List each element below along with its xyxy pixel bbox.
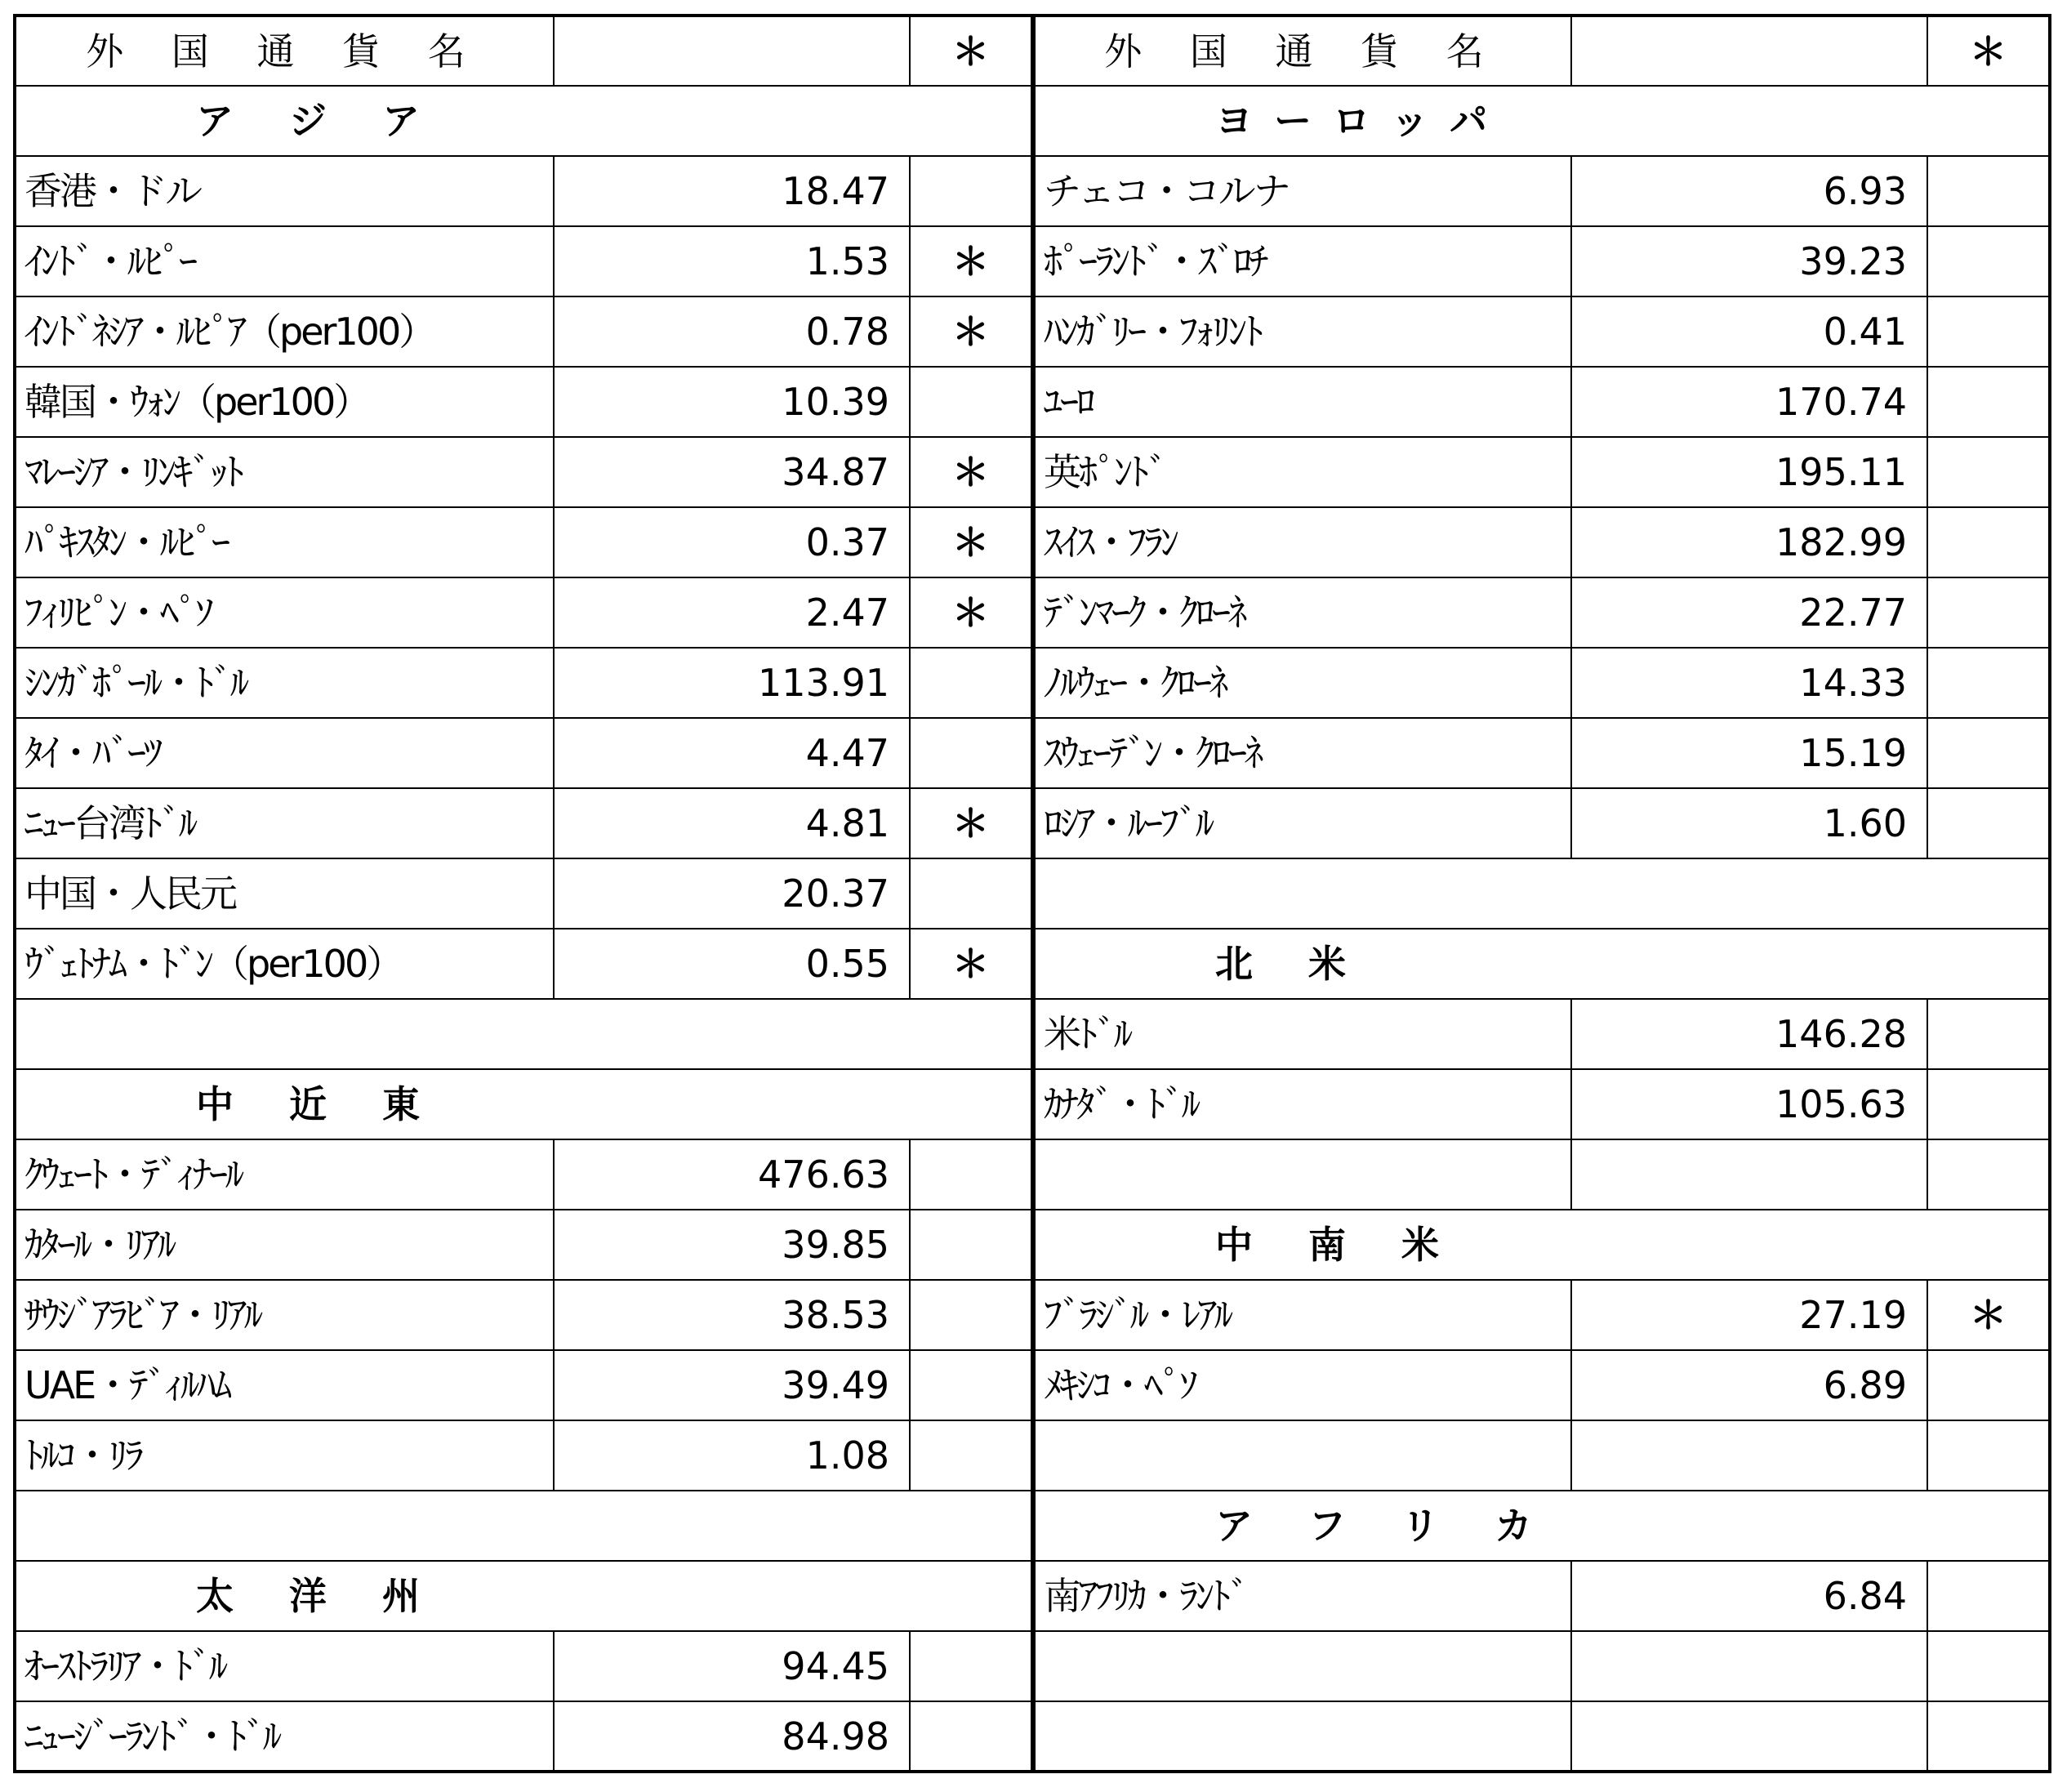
currency-name: ｸｳｪｰﾄ・ﾃﾞｨﾅｰﾙ	[15, 1139, 554, 1210]
exchange-rate: 22.77	[1571, 577, 1927, 648]
currency-row	[15, 929, 1032, 999]
asterisk-mark	[910, 1350, 1032, 1420]
currency-row	[1034, 577, 2050, 648]
currency-row	[15, 1420, 1032, 1491]
currency-row	[1034, 507, 2050, 577]
left-currency-table	[13, 14, 1034, 1773]
currency-row	[1034, 296, 2050, 367]
asterisk-mark: ＊	[1927, 1280, 2050, 1350]
empty-rate-cell	[1571, 1631, 1927, 1701]
exchange-rate: 39.85	[554, 1210, 910, 1280]
currency-name: ｶﾅﾀﾞ・ﾄﾞﾙ	[1034, 1069, 1571, 1139]
exchange-rate: 4.81	[554, 788, 910, 858]
empty-row	[1034, 1631, 2050, 1701]
currency-row	[15, 1631, 1032, 1701]
asterisk-mark	[1927, 999, 2050, 1069]
region-heading: ア フ リ カ	[1034, 1491, 2050, 1561]
empty-rate-cell	[1571, 1139, 1927, 1210]
header-rate	[1571, 16, 1927, 86]
currency-name: 米ﾄﾞﾙ	[1034, 999, 1571, 1069]
currency-name: ｻｳｼﾞｱﾗﾋﾞｱ・ﾘｱﾙ	[15, 1280, 554, 1350]
region-row	[1034, 1491, 2050, 1561]
exchange-rate: 146.28	[1571, 999, 1927, 1069]
currency-name: ﾊﾟｷｽﾀﾝ・ﾙﾋﾟｰ	[15, 507, 554, 577]
asterisk-mark	[910, 1280, 1032, 1350]
exchange-rate: 1.08	[554, 1420, 910, 1491]
currency-name: ﾒｷｼｺ・ﾍﾟｿ	[1034, 1350, 1571, 1420]
asterisk-mark	[1927, 1069, 2050, 1139]
right-currency-table	[1032, 14, 2051, 1773]
currency-row	[1034, 156, 2050, 226]
table-header-row	[1034, 16, 2050, 86]
exchange-rate: 6.84	[1571, 1561, 1927, 1631]
currency-row	[1034, 226, 2050, 296]
currency-name: UAE・ﾃﾞｨﾙﾊﾑ	[15, 1350, 554, 1420]
currency-name: ﾎﾟｰﾗﾝﾄﾞ・ｽﾞﾛﾁ	[1034, 226, 1571, 296]
currency-row	[15, 437, 1032, 507]
currency-row	[15, 1701, 1032, 1772]
asterisk-mark	[910, 1210, 1032, 1280]
asterisk-mark	[910, 718, 1032, 788]
asterisk-mark	[1927, 1561, 2050, 1631]
currency-row	[1034, 718, 2050, 788]
exchange-rate: 34.87	[554, 437, 910, 507]
currency-name: ﾏﾚｰｼｱ・ﾘﾝｷﾞｯﾄ	[15, 437, 554, 507]
currency-name: ﾄﾙｺ・ﾘﾗ	[15, 1420, 554, 1491]
currency-row	[15, 718, 1032, 788]
asterisk-mark	[910, 648, 1032, 718]
asterisk-mark	[1927, 648, 2050, 718]
currency-row	[15, 1350, 1032, 1420]
asterisk-mark	[1927, 1350, 2050, 1420]
exchange-rate: 1.53	[554, 226, 910, 296]
currency-row	[15, 858, 1032, 929]
currency-name: ﾉﾙｳｪｰ・ｸﾛｰﾈ	[1034, 648, 1571, 718]
currency-name: ｵｰｽﾄﾗﾘｱ・ﾄﾞﾙ	[15, 1631, 554, 1701]
exchange-rate: 15.19	[1571, 718, 1927, 788]
currency-name: 英ﾎﾟﾝﾄﾞ	[1034, 437, 1571, 507]
currency-name: ﾕｰﾛ	[1034, 367, 1571, 437]
exchange-rate: 6.89	[1571, 1350, 1927, 1420]
region-row	[15, 1069, 1032, 1139]
asterisk-mark	[1927, 577, 2050, 648]
empty-name-cell	[1034, 1420, 1571, 1491]
currency-row	[15, 1280, 1032, 1350]
exchange-rate: 170.74	[1571, 367, 1927, 437]
spacer-cell	[1034, 858, 2050, 929]
empty-rate-cell	[1571, 1420, 1927, 1491]
currency-name: ｶﾀｰﾙ・ﾘｱﾙ	[15, 1210, 554, 1280]
exchange-rate: 2.47	[554, 577, 910, 648]
exchange-rate: 113.91	[554, 648, 910, 718]
region-heading: 中 近 東	[15, 1069, 1032, 1139]
currency-row	[1034, 999, 2050, 1069]
currency-row	[15, 648, 1032, 718]
region-row	[1034, 929, 2050, 999]
exchange-rate: 84.98	[554, 1701, 910, 1772]
exchange-rate: 0.55	[554, 929, 910, 999]
currency-name: ﾃﾞﾝﾏｰｸ・ｸﾛｰﾈ	[1034, 577, 1571, 648]
region-heading: ヨーロッパ	[1034, 86, 2050, 156]
currency-row	[1034, 1350, 2050, 1420]
asterisk-mark	[910, 858, 1032, 929]
exchange-rate: 18.47	[554, 156, 910, 226]
region-row	[15, 1561, 1032, 1631]
exchange-rate: 38.53	[554, 1280, 910, 1350]
asterisk-mark: ＊	[910, 507, 1032, 577]
empty-mark-cell	[1927, 1701, 2050, 1772]
asterisk-mark	[1927, 788, 2050, 858]
currency-name: チェコ・コルナ	[1034, 156, 1571, 226]
asterisk-mark	[1927, 437, 2050, 507]
currency-row	[15, 226, 1032, 296]
currency-name: ﾛｼｱ・ﾙｰﾌﾞﾙ	[1034, 788, 1571, 858]
region-heading: 北 米	[1034, 929, 2050, 999]
empty-mark-cell	[1927, 1631, 2050, 1701]
exchange-rate: 20.37	[554, 858, 910, 929]
spacer-row	[1034, 858, 2050, 929]
currency-row	[1034, 367, 2050, 437]
asterisk-mark	[910, 367, 1032, 437]
currency-row	[15, 1210, 1032, 1280]
empty-row	[1034, 1701, 2050, 1772]
currency-row	[15, 577, 1032, 648]
exchange-rate: 10.39	[554, 367, 910, 437]
asterisk-mark	[1927, 226, 2050, 296]
empty-rate-cell	[1571, 1701, 1927, 1772]
currency-row	[1034, 1069, 2050, 1139]
currency-name: ｲﾝﾄﾞ・ﾙﾋﾟｰ	[15, 226, 554, 296]
currency-row	[1034, 788, 2050, 858]
currency-name: ﾀｲ・ﾊﾞｰﾂ	[15, 718, 554, 788]
spacer-row	[15, 999, 1032, 1069]
exchange-rate: 0.78	[554, 296, 910, 367]
exchange-rate: 1.60	[1571, 788, 1927, 858]
header-currency-name: 外 国 通 貨 名	[1034, 16, 1571, 86]
empty-name-cell	[1034, 1701, 1571, 1772]
currency-name: 韓国・ｳｫﾝ（per100）	[15, 367, 554, 437]
empty-mark-cell	[1927, 1420, 2050, 1491]
currency-row	[15, 1139, 1032, 1210]
region-heading: ア ジ ア	[15, 86, 1032, 156]
currency-name: 南ｱﾌﾘｶ・ﾗﾝﾄﾞ	[1034, 1561, 1571, 1631]
region-heading: 中 南 米	[1034, 1210, 2050, 1280]
asterisk-mark	[910, 156, 1032, 226]
currency-row	[1034, 648, 2050, 718]
currency-name: ｽｲｽ・ﾌﾗﾝ	[1034, 507, 1571, 577]
asterisk-mark: ＊	[910, 226, 1032, 296]
currency-row	[15, 788, 1032, 858]
currency-name: ｼﾝｶﾞﾎﾟｰﾙ・ﾄﾞﾙ	[15, 648, 554, 718]
asterisk-mark: ＊	[910, 929, 1032, 999]
currency-name: ﾌﾞﾗｼﾞﾙ・ﾚｱﾙ	[1034, 1280, 1571, 1350]
exchange-rate: 476.63	[554, 1139, 910, 1210]
exchange-rate: 0.37	[554, 507, 910, 577]
asterisk-mark	[1927, 156, 2050, 226]
table-header-row	[15, 16, 1032, 86]
currency-row	[15, 156, 1032, 226]
currency-row	[1034, 1561, 2050, 1631]
asterisk-mark	[1927, 718, 2050, 788]
currency-row	[1034, 1280, 2050, 1350]
spacer-cell	[15, 999, 1032, 1069]
asterisk-mark: ＊	[910, 437, 1032, 507]
exchange-rate: 195.11	[1571, 437, 1927, 507]
asterisk-mark	[910, 1631, 1032, 1701]
currency-name: ｳﾞｪﾄﾅﾑ・ﾄﾞﾝ（per100）	[15, 929, 554, 999]
asterisk-mark	[1927, 296, 2050, 367]
exchange-rate: 94.45	[554, 1631, 910, 1701]
asterisk-mark	[910, 1701, 1032, 1772]
spacer-cell	[15, 1491, 1032, 1561]
currency-row	[15, 367, 1032, 437]
asterisk-mark: ＊	[910, 788, 1032, 858]
empty-mark-cell	[1927, 1139, 2050, 1210]
empty-name-cell	[1034, 1631, 1571, 1701]
header-mark: ＊	[1927, 16, 2050, 86]
region-row	[15, 86, 1032, 156]
currency-name: ﾊﾝｶﾞﾘｰ・ﾌｫﾘﾝﾄ	[1034, 296, 1571, 367]
currency-row	[15, 507, 1032, 577]
header-mark: ＊	[910, 16, 1032, 86]
currency-name: 中国・人民元	[15, 858, 554, 929]
empty-row	[1034, 1139, 2050, 1210]
currency-name: ﾆｭｰｼﾞｰﾗﾝﾄﾞ・ﾄﾞﾙ	[15, 1701, 554, 1772]
asterisk-mark: ＊	[910, 577, 1032, 648]
currency-row	[1034, 437, 2050, 507]
asterisk-mark	[1927, 507, 2050, 577]
exchange-rate: 27.19	[1571, 1280, 1927, 1350]
currency-name: ｲﾝﾄﾞﾈｼｱ・ﾙﾋﾟｱ（per100）	[15, 296, 554, 367]
exchange-rate: 39.49	[554, 1350, 910, 1420]
spacer-row	[15, 1491, 1032, 1561]
region-row	[1034, 1210, 2050, 1280]
header-rate	[554, 16, 910, 86]
asterisk-mark	[910, 1139, 1032, 1210]
exchange-rate: 6.93	[1571, 156, 1927, 226]
exchange-rate: 14.33	[1571, 648, 1927, 718]
asterisk-mark	[910, 1420, 1032, 1491]
empty-name-cell	[1034, 1139, 1571, 1210]
asterisk-mark: ＊	[910, 296, 1032, 367]
region-row	[1034, 86, 2050, 156]
exchange-rate: 105.63	[1571, 1069, 1927, 1139]
currency-row	[15, 296, 1032, 367]
asterisk-mark	[1927, 367, 2050, 437]
empty-row	[1034, 1420, 2050, 1491]
exchange-rate: 182.99	[1571, 507, 1927, 577]
currency-name: 香港・ドル	[15, 156, 554, 226]
region-heading: 太 洋 州	[15, 1561, 1032, 1631]
exchange-rate: 4.47	[554, 718, 910, 788]
exchange-rate: 0.41	[1571, 296, 1927, 367]
currency-name: ﾌｨﾘﾋﾟﾝ・ﾍﾟｿ	[15, 577, 554, 648]
currency-name: ｽｳｪｰﾃﾞﾝ・ｸﾛｰﾈ	[1034, 718, 1571, 788]
exchange-rate: 39.23	[1571, 226, 1927, 296]
currency-name: ﾆｭｰ台湾ﾄﾞﾙ	[15, 788, 554, 858]
header-currency-name: 外 国 通 貨 名	[15, 16, 554, 86]
